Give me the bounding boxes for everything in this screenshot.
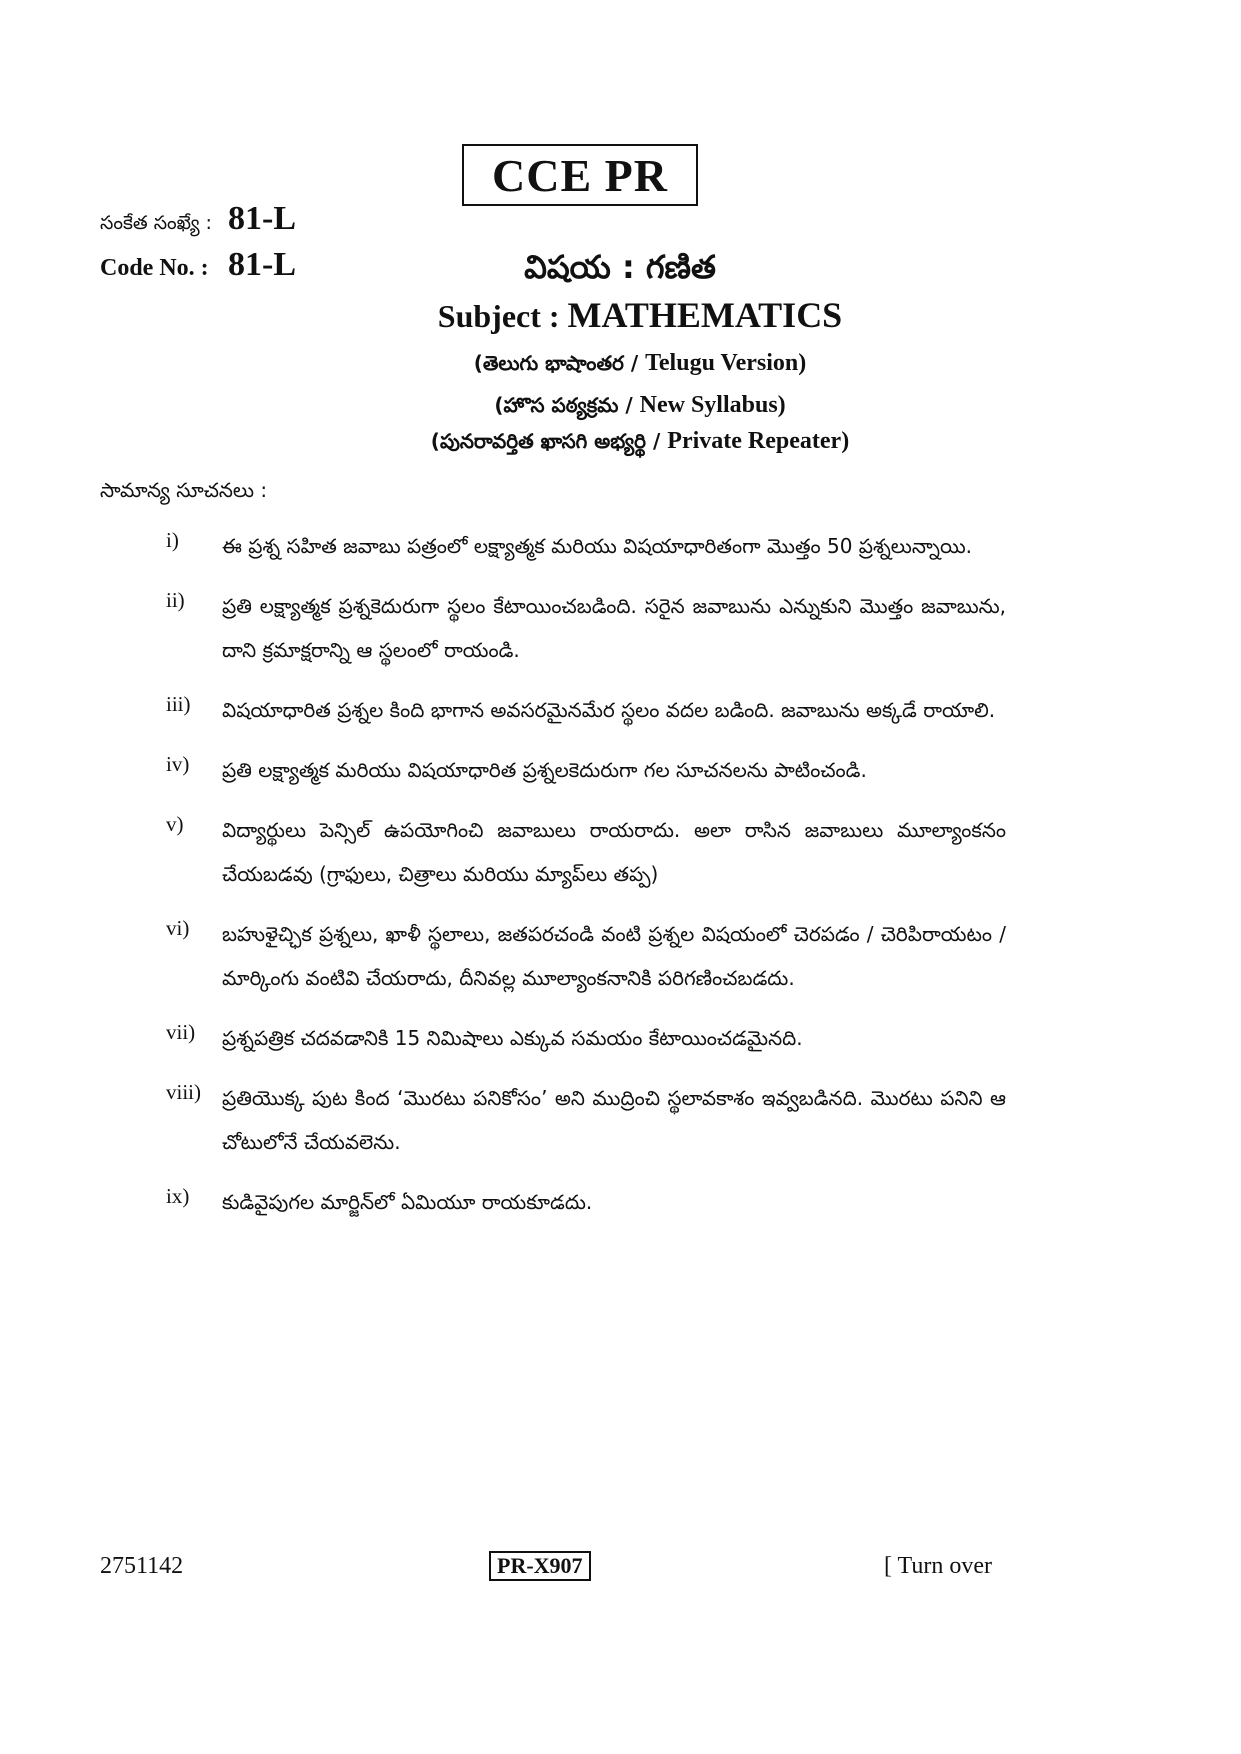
instruction-number: vi) xyxy=(166,916,190,940)
version-telugu: (తెలుగు భాషాంతర / xyxy=(473,351,646,375)
subject-english-label: Subject : xyxy=(437,298,568,334)
candidate-english: Private Repeater) xyxy=(667,428,850,454)
instruction-text: ఈ ప్రశ్న సహిత జవాబు పత్రంలో లక్ష్యాత్మక మరియు విషయాధారితంగా మొత్తం 50 ప్రశ్నలున్నాయి. xyxy=(222,534,973,558)
instruction-number: iv) xyxy=(166,752,190,776)
instruction-item xyxy=(166,1180,1006,1224)
instruction-text: ప్రతి లక్ష్యాత్మక మరియు విషయాధారిత ప్రశ్నలకెదురుగా గల సూచనలను పాటించండి. xyxy=(222,758,867,782)
instruction-text: విషయాధారిత ప్రశ్నల కింది భాగాన అవసరమైనమేర స్థలం వదల బడింది. జవాబును అక్కడే రాయాలి. xyxy=(222,698,996,722)
instruction-item xyxy=(166,584,1006,672)
code-number-en-row xyxy=(100,246,296,284)
instruction-number: ii) xyxy=(166,588,185,612)
candidate-line xyxy=(320,428,960,458)
instruction-text: బహుళైచ్ఛిక ప్రశ్నలు, ఖాళీ స్థలాలు, జతపరచండి వంటి ప్రశ్నల విషయంలో చెరపడం / చెరిపిరాయటం / మార్కింగు వంటివి చేయరాదు, దీనివల్ల మూల్యాంకనానికి పరిగణించబడదు. xyxy=(222,922,1006,990)
instruction-text: ప్రశ్నపత్రిక చదవడానికి 15 నిమిషాలు ఎక్కువ సమయం కేటాయించడమైనది. xyxy=(222,1026,803,1050)
instruction-text: విద్యార్థులు పెన్సిల్ ఉపయోగించి జవాబులు రాయరాదు. అలా రాసిన జవాబులు మూల్యాంకనం చేయబడవు (గ్రాఫులు, చిత్రాలు మరియు మ్యాప్‌లు తప్ప) xyxy=(222,818,1006,886)
exam-type-box xyxy=(462,144,698,206)
turn-over-note: [ Turn over xyxy=(884,1553,993,1579)
version-line xyxy=(360,350,920,380)
instruction-number: iii) xyxy=(166,692,191,716)
syllabus-line xyxy=(360,392,920,422)
code-value-telugu: 81-L xyxy=(228,200,296,237)
paper-code-box: PR-X907 xyxy=(489,1551,591,1581)
code-value-english: 81-L xyxy=(228,246,296,283)
instruction-item xyxy=(166,808,1006,896)
instruction-text: కుడివైపుగల మార్జిన్‌లో ఏమియూ రాయకూడదు. xyxy=(222,1190,593,1214)
code-label-telugu: సంకేత సంఖ్యే : xyxy=(100,212,212,234)
subject-telugu-label: విషయ : xyxy=(524,248,646,286)
instruction-item xyxy=(166,912,1006,1000)
instruction-item xyxy=(166,688,1006,732)
instruction-number: viii) xyxy=(166,1080,201,1104)
version-english: Telugu Version) xyxy=(645,350,807,376)
instruction-number: ix) xyxy=(166,1184,190,1208)
subject-telugu xyxy=(340,248,900,294)
general-instructions-heading: సామాన్య సూచనలు : xyxy=(100,478,268,502)
instruction-number: i) xyxy=(166,528,179,552)
code-label-english: Code No. : xyxy=(100,255,209,281)
syllabus-telugu: (హొస పఠ్యక్రమ / xyxy=(494,393,640,417)
instruction-item xyxy=(166,1016,1006,1060)
syllabus-english: New Syllabus) xyxy=(639,392,786,418)
subject-english-value: MATHEMATICS xyxy=(567,295,843,335)
instructions-list xyxy=(166,524,1006,1240)
subject-telugu-value: గణిత xyxy=(645,248,716,286)
subject-english xyxy=(360,294,920,336)
instruction-text: ప్రతి లక్ష్యాత్మక ప్రశ్నకెదురుగా స్థలం కేటాయించబడింది. సరైన జవాబును ఎన్నుకుని మొత్తం జవాబును, దాని క్రమాక్షరాన్ని ఆ స్థలంలో రాయండి. xyxy=(222,594,1006,662)
instruction-text: ప్రతియొక్క పుట కింద ‘మొరటు పనికోసం’ అని ముద్రించి స్థలావకాశం ఇవ్వబడినది. మొరటు పనిని ఆ చోటులోనే చేయవలెను. xyxy=(222,1086,1006,1154)
instruction-number: vii) xyxy=(166,1020,196,1044)
code-number-te-row xyxy=(100,200,296,239)
instruction-item xyxy=(166,1076,1006,1164)
exam-type-title: CCE PR xyxy=(492,149,668,201)
instruction-number: v) xyxy=(166,812,184,836)
instruction-item xyxy=(166,748,1006,792)
instruction-item xyxy=(166,524,1006,568)
serial-number: 2751142 xyxy=(100,1553,184,1579)
candidate-telugu: (పునరావర్తిత ఖాసగి అభ్యర్థి / xyxy=(430,429,668,453)
